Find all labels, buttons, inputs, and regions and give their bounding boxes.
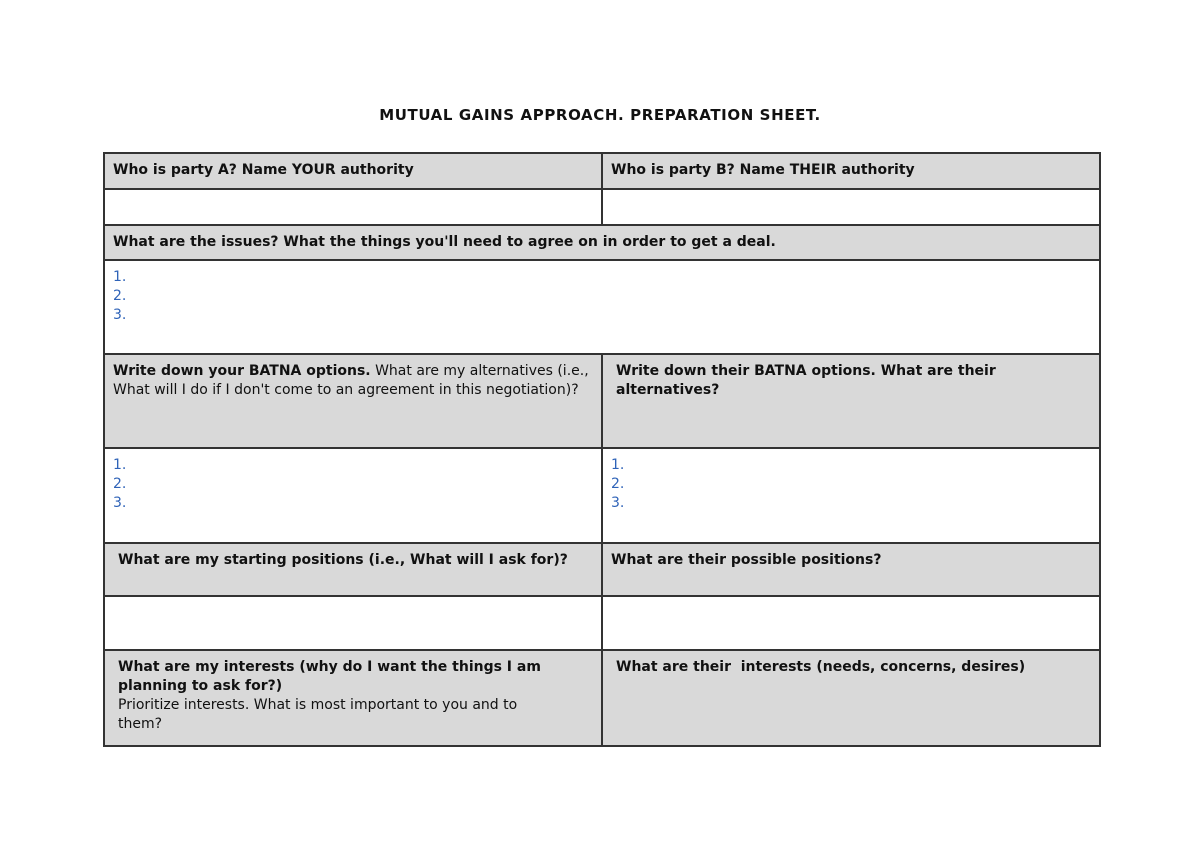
positions-theirs-input-cell[interactable]	[602, 596, 1100, 650]
batna-theirs-header: Write down their BATNA options. What are their alternatives?	[602, 354, 1100, 448]
preparation-table	[103, 152, 1101, 747]
batna-mine-header	[104, 354, 602, 448]
batna-mine-bold-label: Write down your BATNA options.	[113, 363, 371, 379]
positions-mine-header: What are my starting positions (i.e., What will I ask for)?	[104, 543, 602, 596]
interests-theirs-header: What are their interests (needs, concerns, desires)	[602, 650, 1100, 746]
batna-mine-description: What are my alternatives (i.e., What will I do if I don't come to an agreement in this negotiation)?	[113, 363, 589, 398]
positions-mine-input-cell[interactable]	[104, 596, 602, 650]
batna-mine-input-cell[interactable]	[104, 448, 602, 543]
interests-mine-description: Prioritize interests. What is most important to you and to them?	[118, 697, 518, 732]
batna-theirs-input-cell[interactable]	[602, 448, 1100, 543]
list-item: 1.	[113, 457, 127, 473]
party-b-input-cell[interactable]	[602, 189, 1100, 225]
issues-header: What are the issues? What the things you'll need to agree on in order to get a deal.	[104, 225, 1100, 260]
list-item: 3.	[113, 307, 127, 323]
positions-theirs-header: What are their possible positions?	[602, 543, 1100, 596]
issues-input-cell[interactable]	[104, 260, 1100, 354]
interests-mine-bold-label: What are my interests (why do I want the things I am planning to ask for?)	[118, 659, 541, 694]
list-item: 3.	[113, 495, 127, 511]
list-item: 1.	[113, 269, 127, 285]
list-item: 2.	[113, 288, 127, 304]
list-item: 3.	[611, 495, 625, 511]
list-item: 1.	[611, 457, 625, 473]
page-title: MUTUAL GAINS APPROACH. PREPARATION SHEET.	[379, 106, 821, 124]
party-a-input-cell[interactable]	[104, 189, 602, 225]
interests-mine-header	[104, 650, 602, 746]
list-item: 2.	[611, 476, 625, 492]
party-a-header: Who is party A? Name YOUR authority	[104, 153, 602, 189]
list-item: 2.	[113, 476, 127, 492]
party-b-header: Who is party B? Name THEIR authority	[602, 153, 1100, 189]
